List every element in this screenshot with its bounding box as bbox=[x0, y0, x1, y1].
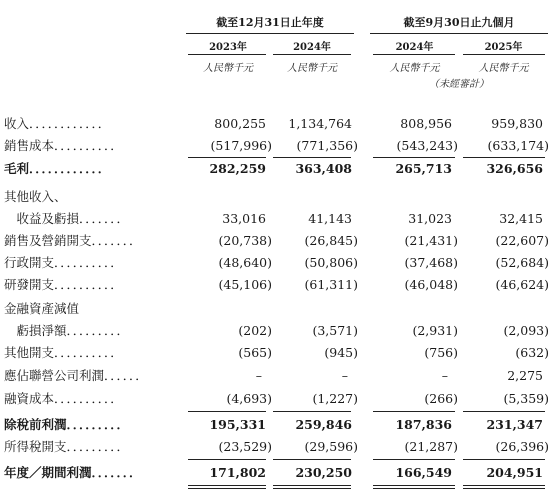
cell-2024-9m: 31,023 bbox=[408, 211, 452, 226]
header-year-3: 2024年 bbox=[395, 42, 434, 53]
cell-2024-9m: (2,931) bbox=[412, 323, 458, 338]
table-row bbox=[0, 159, 554, 179]
subtotal-rule bbox=[463, 157, 545, 158]
cell-2024: 259,846 bbox=[295, 417, 352, 432]
row-label: 虧損淨額．．．．．．．．． bbox=[4, 323, 130, 338]
cell-2023: 800,255 bbox=[214, 116, 266, 131]
cell-2024-9m: 265,713 bbox=[395, 161, 452, 176]
subtotal-rule bbox=[373, 459, 455, 460]
cell-2025-9m: (46,624) bbox=[495, 277, 549, 292]
cell-2024-9m: 187,836 bbox=[395, 417, 452, 432]
table-row bbox=[0, 437, 554, 457]
row-label: 銷售及營銷開支．．．．．．． bbox=[4, 233, 142, 248]
table-row bbox=[0, 209, 554, 229]
cell-2025-9m: (22,607) bbox=[495, 233, 549, 248]
table-row bbox=[0, 187, 554, 207]
subtotal-rule bbox=[188, 411, 266, 412]
header-unit-4: 人民幣千元 bbox=[478, 63, 529, 74]
cell-2024-9m: 166,549 bbox=[395, 465, 452, 480]
table-row bbox=[0, 114, 554, 134]
header-year-underline bbox=[373, 54, 455, 55]
header-year-2: 2024年 bbox=[293, 42, 331, 53]
row-label: 金融資產減值 bbox=[4, 301, 80, 316]
row-label: 銷售成本．．．．．．．．．． bbox=[4, 138, 123, 153]
table-row bbox=[0, 415, 554, 435]
subtotal-rule bbox=[373, 157, 455, 158]
total-double-rule bbox=[188, 488, 266, 489]
cell-2025-9m: (2,093) bbox=[503, 323, 549, 338]
cell-2023: – bbox=[255, 368, 262, 383]
header-group-underline bbox=[186, 33, 354, 34]
cell-2024-9m: (543,243) bbox=[396, 138, 458, 153]
row-label: 收入．．．．．．．．．．．． bbox=[4, 116, 111, 131]
header-year-underline bbox=[463, 54, 545, 55]
cell-2024: (771,356) bbox=[296, 138, 358, 153]
subtotal-rule bbox=[463, 459, 545, 460]
subtotal-rule bbox=[273, 157, 351, 158]
cell-2023: (23,529) bbox=[218, 439, 272, 454]
cell-2023: (565) bbox=[238, 345, 272, 360]
table-row bbox=[0, 343, 554, 363]
cell-2025-9m: 959,830 bbox=[491, 116, 543, 131]
cell-2024-9m: (756) bbox=[424, 345, 458, 360]
table-row bbox=[0, 389, 554, 409]
table-row bbox=[0, 253, 554, 273]
row-label: 所得稅開支．．．．．．．．． bbox=[4, 439, 130, 454]
cell-2024: (1,227) bbox=[312, 391, 358, 406]
cell-2024: 363,408 bbox=[295, 161, 352, 176]
cell-2024: 1,134,764 bbox=[288, 116, 352, 131]
row-label: 研發開支．．．．．．．．．． bbox=[4, 277, 123, 292]
cell-2024-9m: (37,468) bbox=[404, 255, 458, 270]
cell-2024-9m: (46,048) bbox=[404, 277, 458, 292]
total-double-rule bbox=[273, 485, 351, 486]
cell-2024: (29,596) bbox=[304, 439, 358, 454]
cell-2024-9m: – bbox=[441, 368, 448, 383]
cell-2025-9m: (26,396) bbox=[495, 439, 549, 454]
header-year-4: 2025年 bbox=[484, 42, 523, 53]
table-row bbox=[0, 136, 554, 156]
cell-2023: 171,802 bbox=[209, 465, 266, 480]
cell-2023: (20,738) bbox=[218, 233, 272, 248]
cell-2024: (61,311) bbox=[304, 277, 358, 292]
header-group-fiscal-year: 截至12月31日止年度 bbox=[216, 16, 324, 29]
total-double-rule bbox=[463, 485, 545, 486]
header-unit-1: 人民幣千元 bbox=[203, 63, 253, 74]
header-unaudited-note: （未經審計） bbox=[429, 79, 489, 90]
row-label: 除稅前利潤．．．．．．．．． bbox=[4, 417, 130, 432]
subtotal-rule bbox=[188, 157, 266, 158]
header-group-underline bbox=[370, 33, 548, 34]
cell-2025-9m: 231,347 bbox=[486, 417, 543, 432]
cell-2023: 195,331 bbox=[209, 417, 266, 432]
header-year-1: 2023年 bbox=[209, 42, 247, 53]
cell-2024: – bbox=[341, 368, 348, 383]
subtotal-rule bbox=[188, 459, 266, 460]
cell-2023: 33,016 bbox=[222, 211, 266, 226]
row-label: 毛利．．．．．．．．．．．． bbox=[4, 161, 111, 176]
cell-2024-9m: (21,431) bbox=[404, 233, 458, 248]
cell-2025-9m: (633,174) bbox=[487, 138, 549, 153]
cell-2024: 41,143 bbox=[308, 211, 352, 226]
total-double-rule bbox=[373, 488, 455, 489]
header-year-underline bbox=[273, 54, 351, 55]
row-label: 年度／期間利潤．．．．．．． bbox=[4, 465, 142, 480]
cell-2023: (4,693) bbox=[226, 391, 272, 406]
cell-2024: 230,250 bbox=[295, 465, 352, 480]
cell-2023: (202) bbox=[238, 323, 272, 338]
row-label: 融資成本．．．．．．．．．． bbox=[4, 391, 123, 406]
row-label: 其他收入、 bbox=[4, 189, 67, 204]
cell-2024: (945) bbox=[324, 345, 358, 360]
cell-2025-9m: (5,359) bbox=[503, 391, 549, 406]
cell-2025-9m: 326,656 bbox=[486, 161, 543, 176]
total-double-rule bbox=[188, 485, 266, 486]
header-year-underline bbox=[188, 54, 266, 55]
total-double-rule bbox=[373, 485, 455, 486]
subtotal-rule bbox=[273, 459, 351, 460]
total-double-rule bbox=[273, 488, 351, 489]
total-double-rule bbox=[463, 488, 545, 489]
row-label: 其他開支．．．．．．．．．． bbox=[4, 345, 123, 360]
cell-2023: (45,106) bbox=[218, 277, 272, 292]
cell-2023: (517,996) bbox=[210, 138, 272, 153]
row-label: 行政開支．．．．．．．．．． bbox=[4, 255, 123, 270]
cell-2025-9m: 204,951 bbox=[486, 465, 543, 480]
subtotal-rule bbox=[373, 411, 455, 412]
cell-2023: 282,259 bbox=[209, 161, 266, 176]
table-row bbox=[0, 231, 554, 251]
cell-2024: (50,806) bbox=[304, 255, 358, 270]
cell-2024: (26,845) bbox=[304, 233, 358, 248]
table-row bbox=[0, 463, 554, 483]
cell-2024-9m: (21,287) bbox=[404, 439, 458, 454]
header-unit-3: 人民幣千元 bbox=[389, 63, 440, 74]
cell-2025-9m: 2,275 bbox=[507, 368, 543, 383]
header-unit-2: 人民幣千元 bbox=[287, 63, 337, 74]
row-label: 收益及虧損．．．．．．． bbox=[4, 211, 130, 226]
cell-2025-9m: (52,684) bbox=[495, 255, 549, 270]
cell-2025-9m: 32,415 bbox=[499, 211, 543, 226]
row-label: 應佔聯營公司利潤．．．．．． bbox=[4, 368, 148, 383]
subtotal-rule bbox=[273, 411, 351, 412]
cell-2024-9m: (266) bbox=[424, 391, 458, 406]
subtotal-rule bbox=[463, 411, 545, 412]
table-row bbox=[0, 321, 554, 341]
cell-2025-9m: (632) bbox=[515, 345, 549, 360]
table-row bbox=[0, 299, 554, 319]
cell-2023: (48,640) bbox=[218, 255, 272, 270]
cell-2024: (3,571) bbox=[312, 323, 358, 338]
header-group-nine-months: 截至9月30日止九個月 bbox=[403, 16, 515, 29]
cell-2024-9m: 808,956 bbox=[400, 116, 452, 131]
table-row bbox=[0, 366, 554, 386]
table-row bbox=[0, 275, 554, 295]
